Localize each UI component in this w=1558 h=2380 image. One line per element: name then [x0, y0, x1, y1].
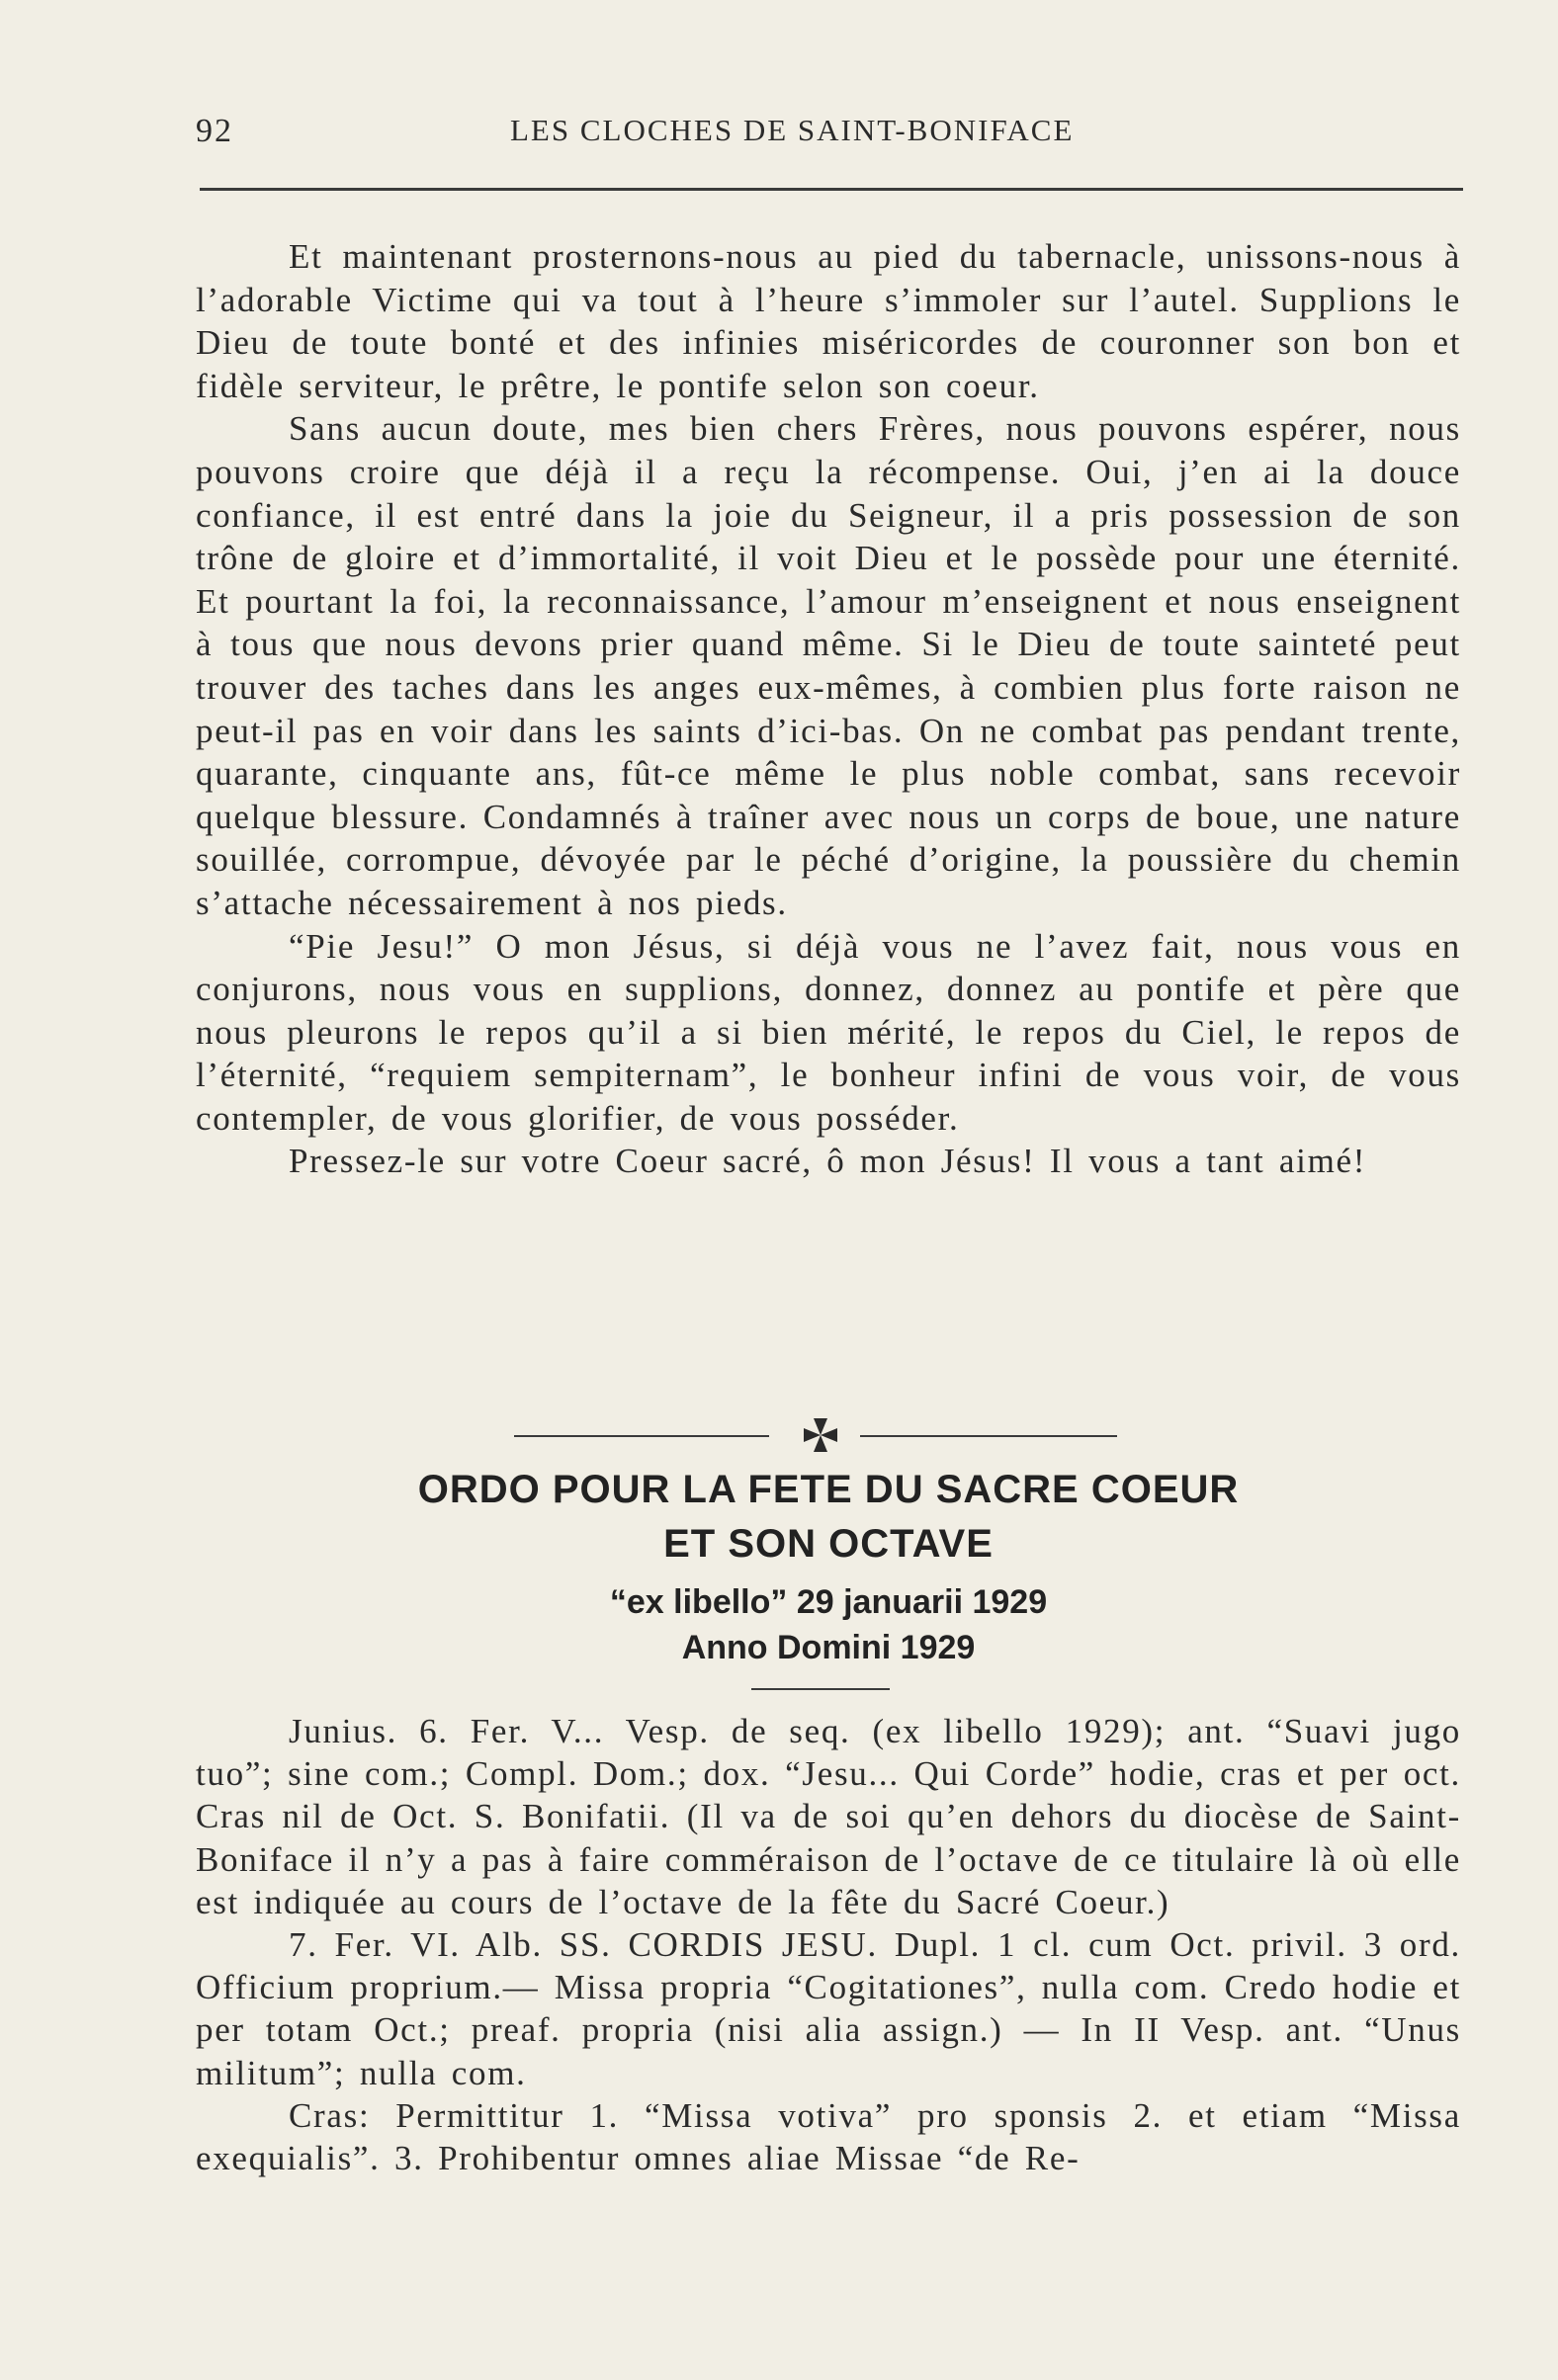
page-number: 92 — [196, 113, 233, 149]
paragraph: Junius. 6. Fer. V... Vesp. de seq. (ex libello 1929); ant. “Suavi jugo tuo”; sine com.; Compl. Dom.; dox. “Jesu... Qui Corde” hodie, cras et per oct. Cras nil de Oct. S. Bonifatii. (Il va de soi qu’en dehors du diocèse de Saint-Boniface il n’y a pas à faire comméraison de l’octave de ce titulaire là où elle est indiquée au cours de l’octave de la fête du Sacré Coeur.) — [196, 1712, 1461, 1921]
ordo-text — [196, 1710, 1461, 2179]
section-heading — [196, 1463, 1461, 1670]
cross-pattee-icon — [801, 1415, 840, 1455]
section-ornament — [514, 1407, 1137, 1457]
paragraph: “Pie Jesu!” O mon Jésus, si déjà vous ne l’avez fait, nous vous en conjurons, nous vous en supplions, donnez, donnez au pontife et père que nous pleurons le repos qu’il a si bien mérité, le repos du Ciel, le repos de l’éternité, “requiem sempiternam”, le bonheur infini de vous voir, de vous contempler, de vous glorifier, de vous posséder. — [196, 926, 1461, 1138]
section-title: ORDO POUR LA FETE DU SACRE COEUR — [417, 1468, 1240, 1511]
paragraph: Pressez-le sur votre Coeur sacré, ô mon Jésus! Il vous a tant aimé! — [289, 1142, 1367, 1181]
header-rule — [200, 188, 1463, 191]
ornament-rule-left — [514, 1435, 769, 1437]
sermon-text — [196, 235, 1461, 1183]
running-head — [196, 107, 1463, 156]
section-year: Anno Domini 1929 — [681, 1629, 976, 1666]
section-subtitle: “ex libello” 29 januarii 1929 — [609, 1583, 1048, 1621]
heading-rule — [751, 1688, 890, 1690]
paragraph: Cras: Permittitur 1. “Missa votiva” pro sponsis 2. et etiam “Missa exequialis”. 3. Prohibentur omnes aliae Missae “de Re- — [196, 2095, 1461, 2178]
ornament-rule-right — [860, 1435, 1117, 1437]
paragraph: Sans aucun doute, mes bien chers Frères, nous pouvons espérer, nous pouvons croire que déjà il a reçu la récompense. Oui, j’en ai la douce confiance, il est entré dans la joie du Seigneur, il a pris possession de son trône de gloire et d’immortalité, il voit Dieu et le possède pour une éternité. Et pourtant la foi, la reconnaissance, l’amour m’enseignent et nous enseignent à tous que nous devons prier quand même. Si le Dieu de toute sainteté peut trouver des taches dans les anges eux-mêmes, à combien plus forte raison ne peut-il pas en voir dans les saints d’ici-bas. On ne combat pas pendant trente, quarante, cinquante ans, fût-ce même le plus noble combat, sans recevoir quelque blessure. Condamnés à traîner avec nous un corps de boue, une nature souillée, corrompue, dévoyée par le péché d’origine, la poussière du chemin s’attache nécessairement à nos pieds. — [196, 409, 1461, 922]
running-title: LES CLOCHES DE SAINT-BONIFACE — [510, 113, 1075, 147]
paragraph: Et maintenant prosternons-nous au pied du tabernacle, unissons-nous à l’adorable Victime qui va tout à l’heure s’immoler sur l’autel. Supplions le Dieu de toute bonté et des infinies miséricordes de couronner son bon et fidèle serviteur, le prêtre, le pontife selon son coeur. — [196, 237, 1461, 405]
section-title-continued: ET SON OCTAVE — [663, 1522, 994, 1566]
paragraph: 7. Fer. VI. Alb. SS. CORDIS JESU. Dupl. 1 cl. cum Oct. privil. 3 ord. Officium proprium.— Missa propria “Cogitationes”, nulla com. Credo hodie et per totam Oct.; preaf. propria (nisi alia assign.) — In II Vesp. ant. “Unus militum”; nulla com. — [196, 1925, 1461, 2092]
